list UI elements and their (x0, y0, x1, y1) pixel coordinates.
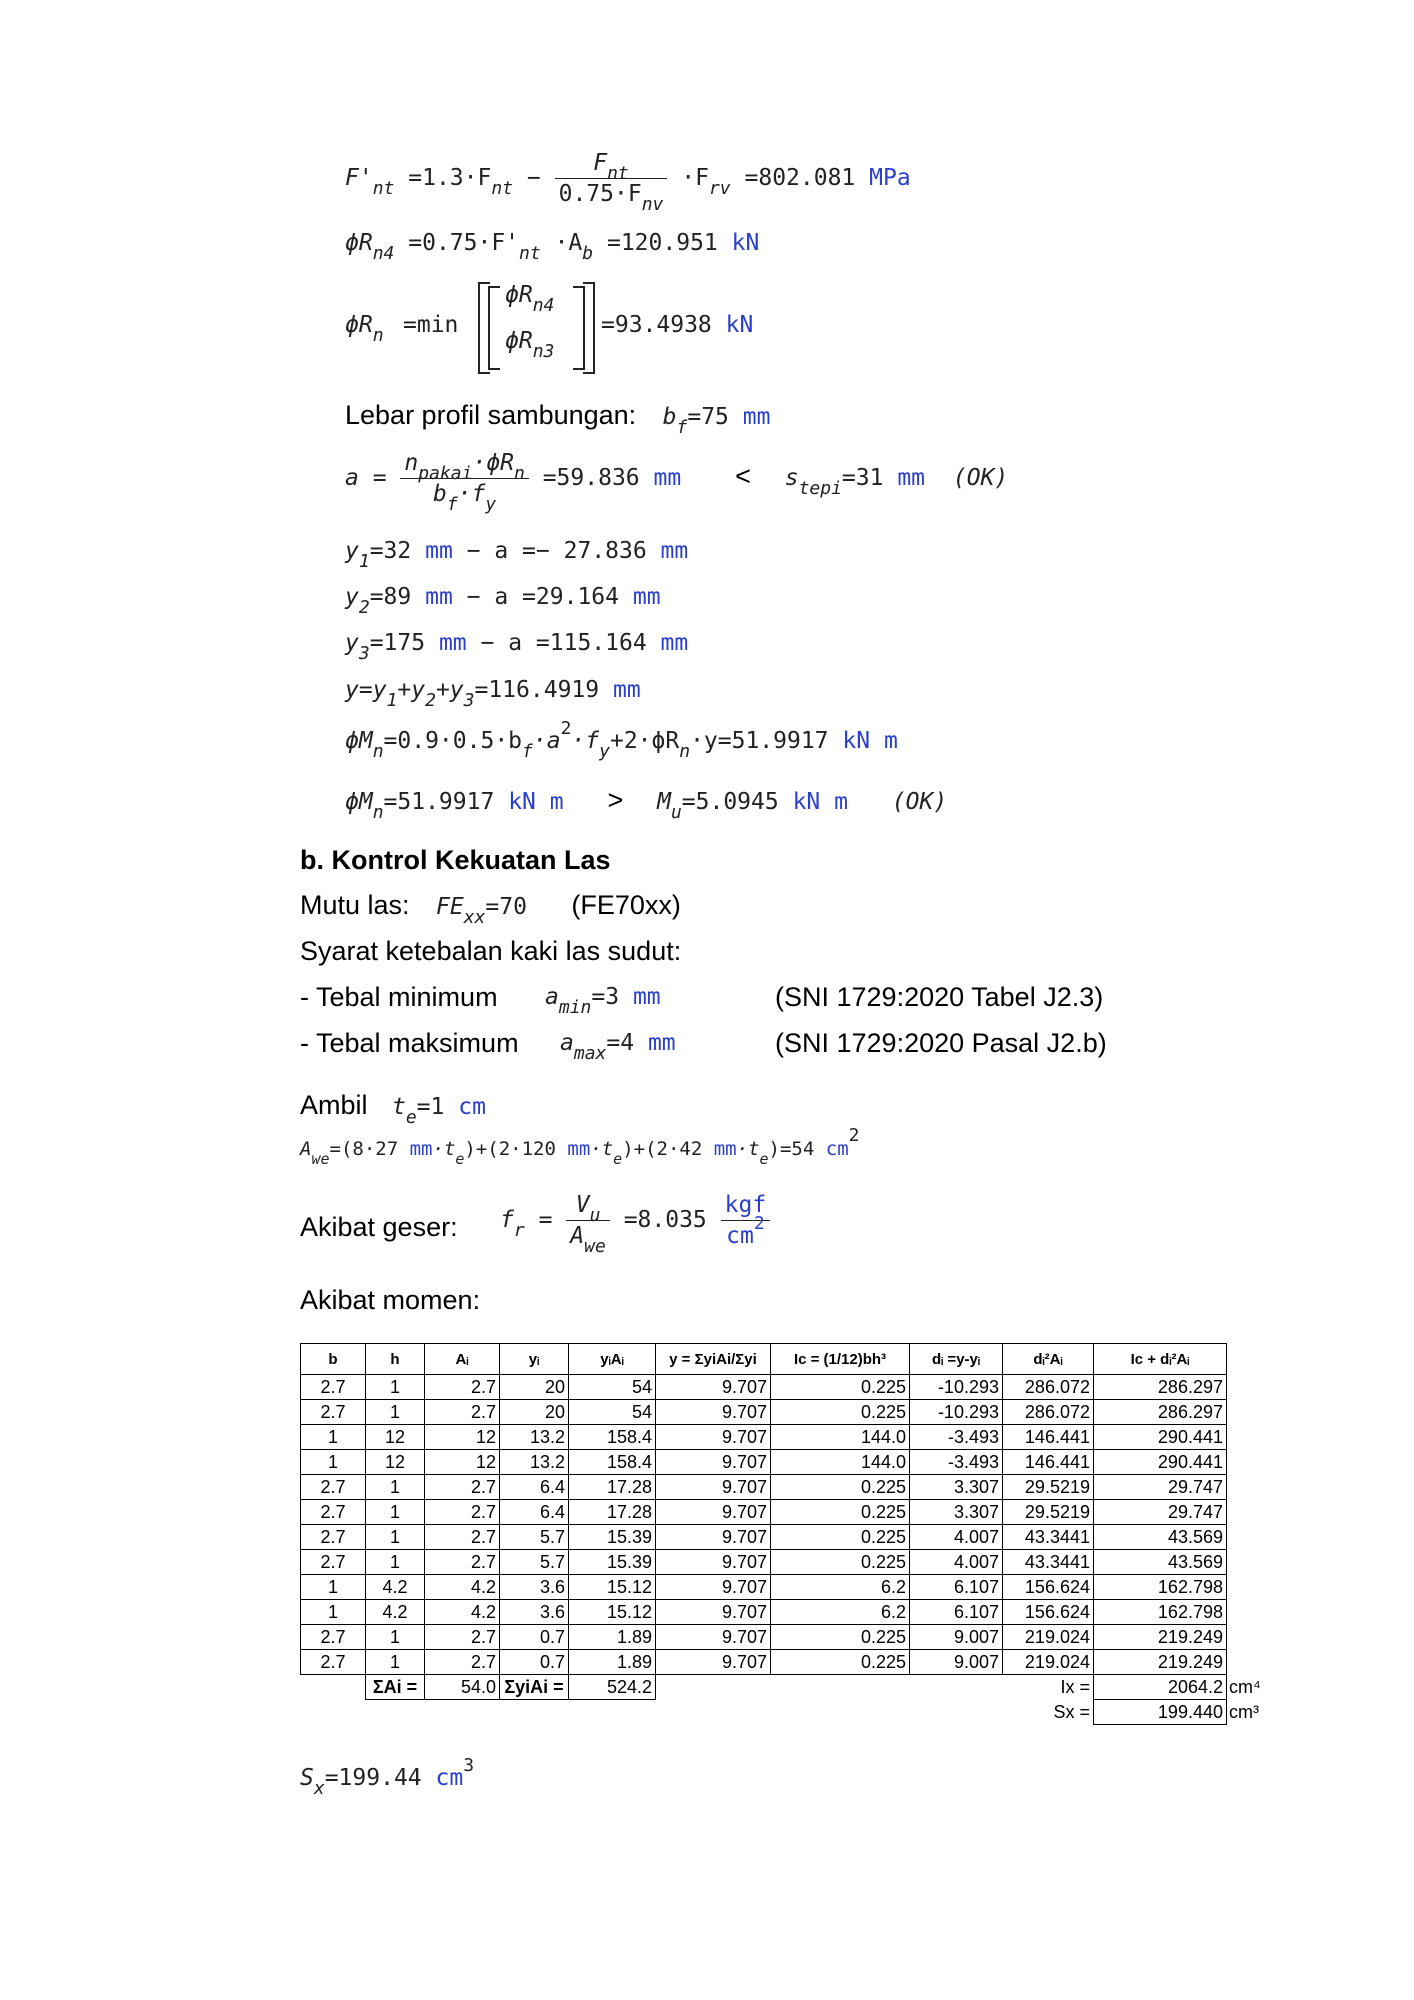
a-fraction: $\frac{n_{pakai}\cdot\phi R_n}{b_f\cdot f_y}$ (400, 450, 528, 507)
table-cell: 13.2 (500, 1425, 569, 1450)
table-cell: 2.7 (425, 1650, 500, 1675)
sum-yiai: 524.2 (569, 1675, 656, 1700)
table-cell: 20 (500, 1400, 569, 1425)
table-cell: 2.7 (425, 1375, 500, 1400)
table-cell: 12 (425, 1425, 500, 1450)
eq-rn4: $\phi R_{n4} =0.75\cdot F'_{nt} \cdot A_b =120.951$ kN (345, 230, 760, 264)
table-cell: 1 (301, 1450, 366, 1475)
column-header: y = ΣyiAi/Σyi (656, 1344, 771, 1375)
table-cell: 1 (366, 1500, 425, 1525)
table-cell: 9.707 (656, 1450, 771, 1475)
eq-awe: $A_{we}=(8\cdot 27$ $mm\cdot t_e)+(2\cdot 120$ $mm\cdot t_e)+(2\cdot 42$ $mm\cdot t_e)=54$ cm2 (300, 1125, 860, 1168)
table-cell: 5.7 (500, 1525, 569, 1550)
table-cell: 146.441 (1003, 1425, 1094, 1450)
table-cell: 1 (301, 1575, 366, 1600)
table-cell: 9.007 (910, 1650, 1003, 1675)
table-cell: 219.024 (1003, 1650, 1094, 1675)
table-cell: 43.569 (1094, 1525, 1227, 1550)
table-cell: 2.7 (425, 1475, 500, 1500)
sum-row (301, 1675, 1264, 1700)
table-cell: 43.3441 (1003, 1550, 1094, 1575)
bracket-right (583, 282, 595, 374)
table-cell: 1 (366, 1550, 425, 1575)
table-cell: 15.12 (569, 1575, 656, 1600)
eq-sx: $S_x=199.44$ $cm^3$ (300, 1755, 475, 1799)
eq-ysum: $y=y_1+y_2+y_3=116.4919$ mm (345, 677, 641, 711)
table-cell: 3.6 (500, 1600, 569, 1625)
column-header: Aᵢ (425, 1344, 500, 1375)
table-cell: 9.707 (656, 1500, 771, 1525)
table-cell: 286.297 (1094, 1400, 1227, 1425)
table-cell: 1 (366, 1650, 425, 1675)
table-cell: 0.225 (771, 1400, 910, 1425)
table-row (301, 1425, 1264, 1450)
column-header: h (366, 1344, 425, 1375)
table-row (301, 1550, 1264, 1575)
table-cell: 9.707 (656, 1475, 771, 1500)
table-cell: 29.747 (1094, 1475, 1227, 1500)
table-header (301, 1344, 1264, 1375)
table-body (301, 1375, 1264, 1725)
table-cell: 54 (569, 1375, 656, 1400)
table-cell: 15.39 (569, 1525, 656, 1550)
table-cell: 2.7 (425, 1625, 500, 1650)
table-cell: 286.297 (1094, 1375, 1227, 1400)
table-cell: 2.7 (301, 1500, 366, 1525)
table-cell: 286.072 (1003, 1375, 1094, 1400)
table-cell: 1 (301, 1600, 366, 1625)
column-header: Ic + dᵢ²Aᵢ (1094, 1344, 1227, 1375)
table-cell: 9.007 (910, 1625, 1003, 1650)
empty-cell (656, 1700, 771, 1725)
table-cell: 4.2 (366, 1575, 425, 1600)
table-cell: 29.5219 (1003, 1500, 1094, 1525)
table-cell: 1 (366, 1625, 425, 1650)
sx-unit: cm³ (1229, 1701, 1259, 1722)
geser-unit-fraction: $\frac{\text{kgf}}{cm^2}$ (721, 1192, 771, 1249)
table-cell: 43.3441 (1003, 1525, 1094, 1550)
table-cell: 9.707 (656, 1425, 771, 1450)
table-row (301, 1650, 1264, 1675)
table-cell: 6.107 (910, 1575, 1003, 1600)
table-cell: 3.6 (500, 1575, 569, 1600)
table-cell: 286.072 (1003, 1400, 1094, 1425)
table-cell: 146.441 (1003, 1450, 1094, 1475)
eq-y2: $y_2=89$ mm − a =29.164 mm (345, 584, 661, 618)
table-cell: 144.0 (771, 1450, 910, 1475)
table-cell: 2.7 (301, 1625, 366, 1650)
table-cell: 1 (366, 1375, 425, 1400)
table-cell: 1.89 (569, 1625, 656, 1650)
empty-cell (910, 1700, 1003, 1725)
table-row (301, 1475, 1264, 1500)
akibat-momen: Akibat momen: (300, 1285, 481, 1315)
table-cell: 2.7 (425, 1500, 500, 1525)
table-cell: 3.307 (910, 1475, 1003, 1500)
table-cell: -3.493 (910, 1450, 1003, 1475)
eq-a: a = $\frac{n_{pakai}\cdot\phi R_n}{b_f\cdot f_y}$ =59.836 mm < $s_{tepi}=31$ mm (OK) (345, 450, 1009, 515)
table-row (301, 1625, 1264, 1650)
table-cell: 162.798 (1094, 1575, 1227, 1600)
syarat-text: Syarat ketebalan kaki las sudut: (300, 936, 682, 966)
table-cell: 0.7 (500, 1650, 569, 1675)
table-row (301, 1600, 1264, 1625)
table-cell: 0.225 (771, 1625, 910, 1650)
sx-row (301, 1700, 1264, 1725)
table-row (301, 1575, 1264, 1600)
table-cell: 0.225 (771, 1525, 910, 1550)
table-cell: 6.4 (500, 1475, 569, 1500)
table-cell: -3.493 (910, 1425, 1003, 1450)
table-cell: 1 (366, 1400, 425, 1425)
table-cell: 54 (569, 1400, 656, 1425)
table-cell: 9.707 (656, 1550, 771, 1575)
sx: 199.440 (1094, 1700, 1227, 1725)
table-cell: 12 (366, 1450, 425, 1475)
table-cell: 29.747 (1094, 1500, 1227, 1525)
table-cell: 0.7 (500, 1625, 569, 1650)
table-cell: 4.2 (425, 1575, 500, 1600)
table-cell: 9.707 (656, 1625, 771, 1650)
empty-cell (301, 1675, 366, 1700)
eq-mn: $\phi M_n=0.9\cdot 0.5\cdot b_f\cdot a^2\cdot f_y+2\cdot\phi R_n\cdot y=51.9917$ kN m (345, 718, 898, 762)
table-cell: 1 (366, 1475, 425, 1500)
table-cell: 1.89 (569, 1650, 656, 1675)
table-cell: 156.624 (1003, 1600, 1094, 1625)
table-row (301, 1375, 1264, 1400)
table-cell: 0.225 (771, 1650, 910, 1675)
table-cell: 0.225 (771, 1500, 910, 1525)
table-cell: 6.2 (771, 1600, 910, 1625)
ix-label: Ix = (1060, 1676, 1090, 1697)
mutu-las: Mutu las: $FE_{xx}=70$ (FE70xx) (300, 890, 681, 928)
empty-cell (301, 1700, 366, 1725)
table-cell: 1 (366, 1525, 425, 1550)
akibat-geser: Akibat geser: $f_r$ = $\frac{V_u}{A_{we}}$ =8.035 $\frac{\text{kgf}}{cm^2}$ (300, 1180, 900, 1280)
table-cell: 2.7 (301, 1400, 366, 1425)
table-cell: 290.441 (1094, 1425, 1227, 1450)
table-cell: 156.624 (1003, 1575, 1094, 1600)
table-cell: 2.7 (301, 1375, 366, 1400)
table-cell: 4.2 (366, 1600, 425, 1625)
table-cell: 9.707 (656, 1525, 771, 1550)
empty-cell (771, 1675, 910, 1700)
column-header: dᵢ²Aᵢ (1003, 1344, 1094, 1375)
sum-ai: 54.0 (425, 1675, 500, 1700)
table-cell: 9.707 (656, 1400, 771, 1425)
table-cell: 219.249 (1094, 1625, 1227, 1650)
inertia-table (300, 1343, 1264, 1725)
geser-fraction: $\frac{V_u}{A_{we}}$ (566, 1192, 610, 1249)
table-cell: -10.293 (910, 1400, 1003, 1425)
table-row (301, 1400, 1264, 1425)
table-cell: 4.007 (910, 1525, 1003, 1550)
bracket-left-inner (488, 286, 500, 370)
empty-cell (569, 1700, 656, 1725)
table-cell: 17.28 (569, 1475, 656, 1500)
table-cell: 219.249 (1094, 1650, 1227, 1675)
table-cell: 0.225 (771, 1375, 910, 1400)
table-cell: 12 (366, 1425, 425, 1450)
column-header: yᵢ (500, 1344, 569, 1375)
empty-cell (425, 1700, 500, 1725)
table-cell: 29.5219 (1003, 1475, 1094, 1500)
table-cell: 219.024 (1003, 1625, 1094, 1650)
column-header: b (301, 1344, 366, 1375)
eq-fnt: $F'_{nt} =1.3\cdot F_{nt}$ − $\frac{F_{nt}}{0.75\cdot F_{nv}}$ $\cdot F_{rv} =802.081$ MPa (345, 150, 911, 215)
table-cell: 2.7 (301, 1475, 366, 1500)
eq-lebar: Lebar profil sambungan: $b_f=75$ mm (345, 400, 771, 438)
table-cell: 9.707 (656, 1600, 771, 1625)
table-cell: 6.107 (910, 1600, 1003, 1625)
table-cell: 4.007 (910, 1550, 1003, 1575)
table-cell: 162.798 (1094, 1600, 1227, 1625)
empty-cell (500, 1700, 569, 1725)
empty-cell (656, 1675, 771, 1700)
table-cell: -10.293 (910, 1375, 1003, 1400)
table-cell: 144.0 (771, 1425, 910, 1450)
table-cell: 9.707 (656, 1575, 771, 1600)
table-cell: 2.7 (425, 1525, 500, 1550)
table-cell: 2.7 (301, 1525, 366, 1550)
table-cell: 158.4 (569, 1425, 656, 1450)
table-cell: 3.307 (910, 1500, 1003, 1525)
ambil: Ambil $t_e=1$ cm (300, 1090, 486, 1128)
table-cell: 13.2 (500, 1450, 569, 1475)
sx-label: Sx = (1053, 1701, 1090, 1722)
empty-cell (910, 1675, 1003, 1700)
column-header: dᵢ =y-yᵢ (910, 1344, 1003, 1375)
table-cell: 2.7 (425, 1400, 500, 1425)
table-cell: 43.569 (1094, 1550, 1227, 1575)
fnt-fraction: $\frac{F_{nt}}{0.75\cdot F_{nv}}$ (555, 150, 668, 207)
table-row (301, 1525, 1264, 1550)
section-title: b. Kontrol Kekuatan Las (300, 845, 611, 875)
eq-y1: $y_1=32$ mm − a =− 27.836 mm (345, 538, 689, 572)
ix: 2064.2 (1094, 1675, 1227, 1700)
table-cell: 2.7 (301, 1650, 366, 1675)
column-header: Ic = (1/12)bh³ (771, 1344, 910, 1375)
table-cell: 0.225 (771, 1550, 910, 1575)
eq-mn-check: $\phi M_n=51.9917$ kN $m > M_u=5.0945$ kN m (OK) (345, 785, 948, 823)
table-cell: 12 (425, 1450, 500, 1475)
table-cell: 6.2 (771, 1575, 910, 1600)
ix-unit: cm⁴ (1229, 1676, 1261, 1697)
table-cell: 5.7 (500, 1550, 569, 1575)
column-header: yᵢAᵢ (569, 1344, 656, 1375)
table-cell: 15.39 (569, 1550, 656, 1575)
tebal-min: - Tebal minimum $a_{min}=3$ mm (SNI 1729:2020 Tabel J2.3) (300, 982, 1104, 1018)
eq-y3: $y_3=175$ mm − a =115.164 mm (345, 630, 689, 664)
empty-cell (366, 1700, 425, 1725)
table-cell: 2.7 (425, 1550, 500, 1575)
table-cell: 2.7 (301, 1550, 366, 1575)
sum-yiai-label: ΣyiAi = (500, 1675, 569, 1700)
table-cell: 0.225 (771, 1475, 910, 1500)
table-cell: 15.12 (569, 1600, 656, 1625)
sum-ai-label: ΣAi = (366, 1675, 425, 1700)
table-cell: 4.2 (425, 1600, 500, 1625)
table-cell: 17.28 (569, 1500, 656, 1525)
table-cell: 9.707 (656, 1650, 771, 1675)
table-cell: 6.4 (500, 1500, 569, 1525)
table-cell: 20 (500, 1375, 569, 1400)
table-row (301, 1450, 1264, 1475)
table-cell: 1 (301, 1425, 366, 1450)
table-row (301, 1500, 1264, 1525)
table-cell: 158.4 (569, 1450, 656, 1475)
table-cell: 290.441 (1094, 1450, 1227, 1475)
table-cell: 9.707 (656, 1375, 771, 1400)
empty-cell (771, 1700, 910, 1725)
tebal-max: - Tebal maksimum $a_{max}=4$ mm (SNI 1729:2020 Pasal J2.b) (300, 1028, 1107, 1064)
